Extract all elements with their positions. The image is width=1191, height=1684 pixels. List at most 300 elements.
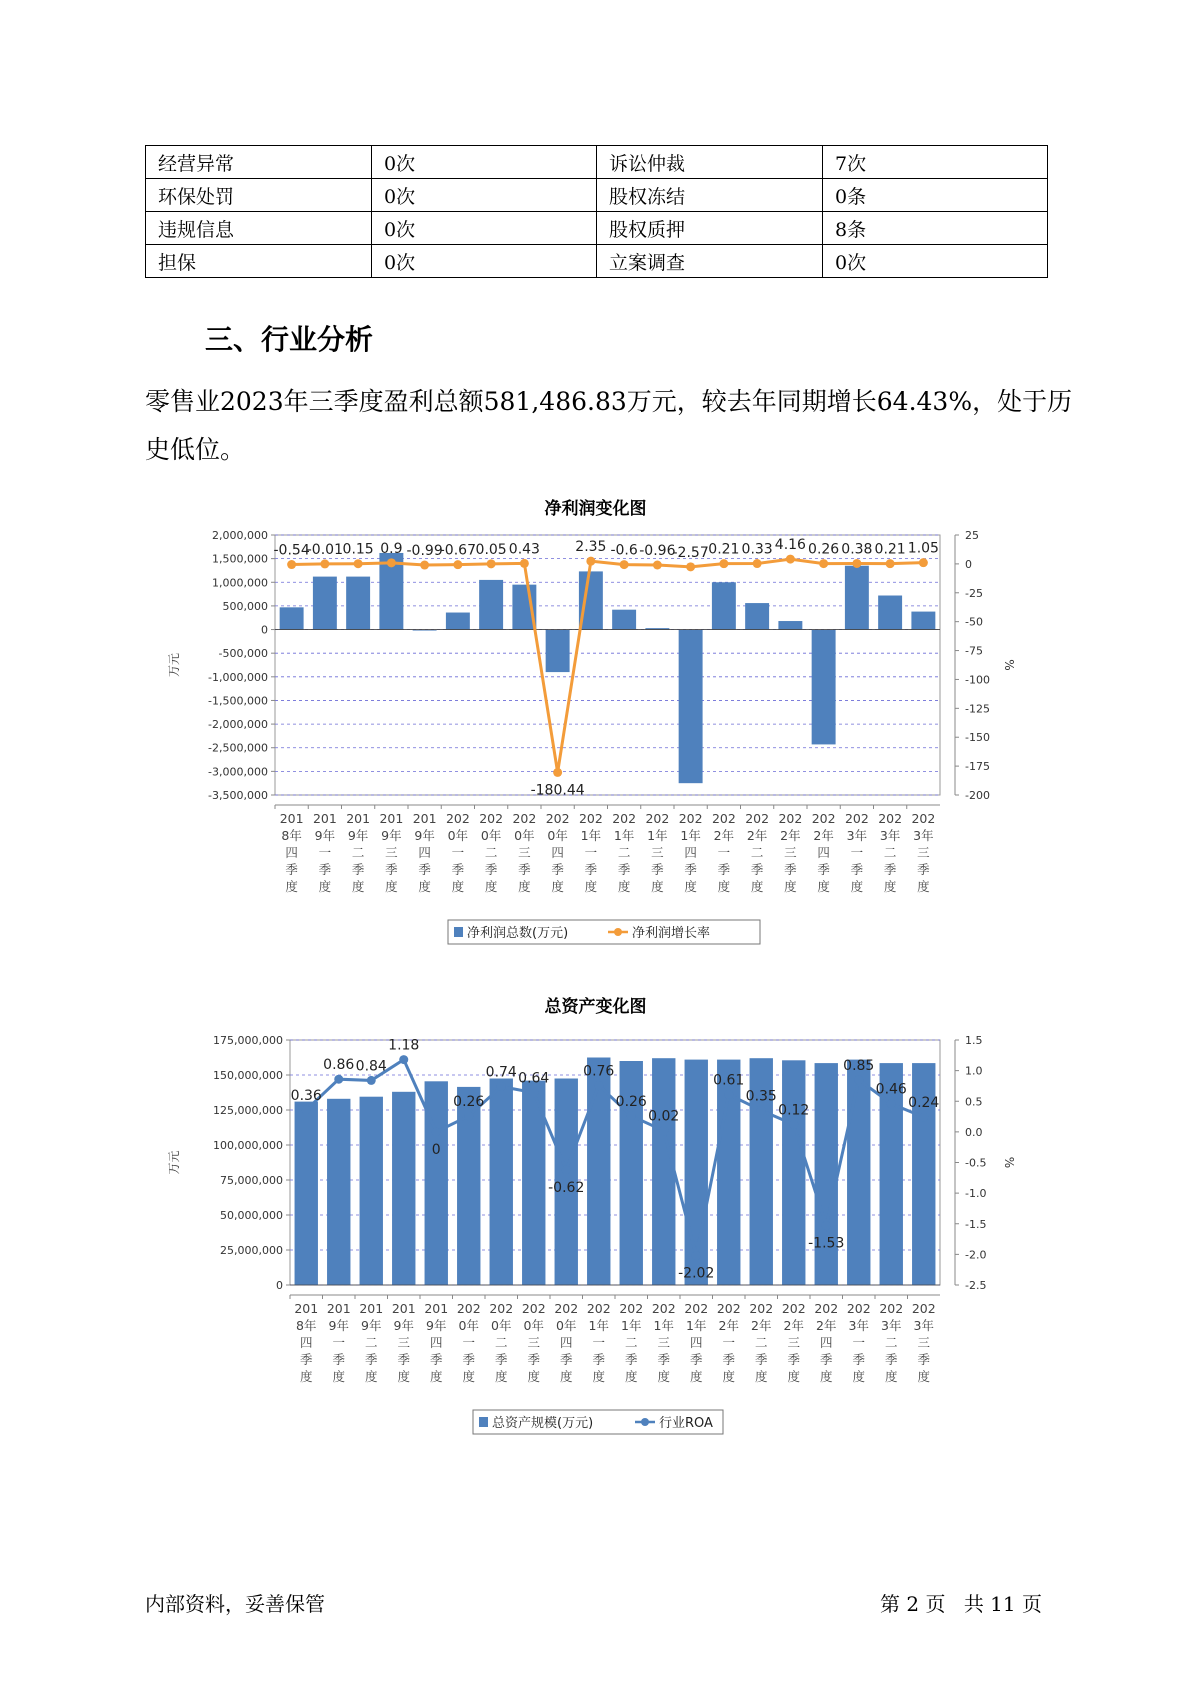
y-left-axis-label: 万元 — [167, 652, 181, 678]
y-right-tick-label: 0.0 — [965, 1125, 983, 1139]
x-tick-label: 度 — [684, 879, 697, 894]
y-left-tick-label: 0 — [276, 1279, 283, 1292]
x-tick-label: 季 — [651, 862, 664, 877]
x-tick-label: 二 — [484, 845, 498, 860]
data-label: -0.96 — [639, 542, 676, 559]
legend-line-marker — [641, 1418, 649, 1426]
data-label: 0.24 — [908, 1095, 940, 1112]
x-tick-label: 度 — [884, 1369, 898, 1384]
x-tick-label: 1年 — [580, 828, 602, 843]
x-tick-label: 度 — [418, 879, 431, 894]
x-tick-label: 季 — [518, 862, 531, 877]
x-tick-label: 二 — [754, 1335, 768, 1350]
x-tick-label: 201 — [294, 1301, 319, 1316]
x-tick-label: 202 — [578, 811, 603, 826]
x-tick-label: 度 — [351, 879, 365, 894]
x-tick-label: 季 — [451, 862, 465, 877]
x-tick-label: 季 — [617, 862, 631, 877]
x-tick-label: 度 — [364, 1369, 378, 1384]
data-label: 0.35 — [745, 1088, 777, 1105]
line-point — [334, 1075, 343, 1084]
x-tick-label: 2年 — [813, 828, 834, 843]
y-right-tick-label: -1.0 — [965, 1187, 987, 1201]
x-tick-label: 季 — [527, 1352, 541, 1367]
x-tick-label: 季 — [332, 1352, 346, 1367]
x-tick-label: 202 — [545, 811, 570, 826]
x-tick-label: 三 — [385, 845, 398, 860]
x-tick-label: 度 — [819, 1369, 833, 1384]
x-tick-label: 2年 — [751, 1318, 772, 1333]
x-tick-label: 季 — [883, 862, 897, 877]
x-tick-label: 201 — [391, 1301, 416, 1316]
x-tick-label: 202 — [911, 1301, 936, 1316]
x-tick-label: 3年 — [913, 1318, 934, 1333]
line-point — [302, 1105, 311, 1114]
x-tick-label: 度 — [462, 1369, 476, 1384]
line-point — [627, 1111, 636, 1120]
risk-table-body — [146, 146, 1048, 278]
x-tick-label: 2年 — [746, 828, 768, 843]
x-tick-label: 2年 — [718, 1318, 739, 1333]
y-right-tick-label: -50 — [965, 615, 983, 629]
data-label: 0.84 — [355, 1058, 387, 1075]
y-right-tick-label: -175 — [965, 760, 990, 774]
bar — [490, 1079, 513, 1286]
data-label: 0.26 — [808, 541, 840, 558]
data-label: -2.02 — [678, 1265, 715, 1282]
x-tick-label: 3年 — [913, 828, 934, 843]
line-point — [586, 557, 595, 566]
x-tick-label: 四 — [819, 1335, 833, 1350]
x-tick-label: 季 — [850, 862, 864, 877]
x-tick-label: 9年 — [361, 1318, 382, 1333]
y-left-axis-label: 万元 — [167, 1150, 181, 1175]
net-profit-chart — [167, 525, 1070, 945]
x-tick-label: 度 — [429, 1369, 443, 1384]
line-point — [367, 1076, 376, 1085]
x-tick-label: 202 — [678, 811, 703, 826]
line-point — [320, 559, 329, 568]
data-label: 0.38 — [841, 541, 873, 558]
y-right-axis-label: % — [1002, 1156, 1016, 1169]
x-tick-label: 度 — [787, 1369, 801, 1384]
data-label: -2.57 — [672, 544, 709, 561]
data-label: -0.62 — [548, 1179, 585, 1196]
x-tick-label: 8年 — [296, 1318, 317, 1333]
x-tick-label: 3年 — [846, 828, 868, 843]
legend-line-label: 行业ROA — [659, 1416, 713, 1431]
x-tick-label: 202 — [745, 811, 770, 826]
table-label-cell: 经营异常 — [146, 146, 372, 179]
y-left-tick-label: 2,000,000 — [212, 529, 268, 542]
x-tick-label: 202 — [645, 811, 670, 826]
x-tick-label: 0年 — [547, 828, 568, 843]
x-tick-label: 四 — [418, 845, 431, 860]
x-tick-label: 一 — [332, 1335, 346, 1350]
data-label: -0.6 — [610, 542, 638, 559]
x-tick-label: 四 — [285, 845, 298, 860]
x-tick-label: 季 — [917, 1352, 931, 1367]
x-tick-label: 一 — [592, 1335, 606, 1350]
x-tick-label: 3年 — [881, 1318, 902, 1333]
x-tick-label: 度 — [494, 1369, 508, 1384]
x-tick-label: 度 — [285, 879, 298, 894]
x-tick-label: 季 — [429, 1352, 443, 1367]
line-point — [822, 1221, 831, 1230]
line-point — [919, 558, 928, 567]
profit-chart-title: 净利润变化图 — [544, 499, 647, 519]
x-tick-label: 三 — [527, 1335, 541, 1350]
x-tick-label: 度 — [551, 879, 564, 894]
line-point — [887, 1099, 896, 1108]
x-tick-label: 三 — [397, 1335, 411, 1350]
asset-chart-title: 总资产变化图 — [544, 997, 647, 1017]
x-tick-label: 202 — [479, 811, 504, 826]
x-tick-label: 度 — [617, 879, 631, 894]
x-tick-label: 度 — [657, 1369, 671, 1384]
bar — [745, 603, 769, 629]
bar — [878, 596, 902, 630]
x-tick-label: 1年 — [680, 828, 701, 843]
data-label: 0.76 — [583, 1063, 615, 1080]
x-tick-label: 季 — [754, 1352, 768, 1367]
line-point — [520, 559, 529, 568]
x-tick-label: 2年 — [783, 1318, 804, 1333]
x-tick-label: 2年 — [713, 828, 735, 843]
x-tick-label: 9年 — [314, 828, 336, 843]
x-tick-label: 一 — [462, 1335, 476, 1350]
x-tick-label: 三 — [784, 845, 797, 860]
y-right-tick-label: -25 — [965, 586, 983, 600]
x-tick-label: 季 — [318, 862, 332, 877]
x-tick-label: 三 — [518, 845, 531, 860]
x-tick-label: 201 — [279, 811, 304, 826]
table-value-cell: 8条 — [823, 212, 1048, 245]
data-label: -0.54 — [273, 542, 310, 559]
y-left-tick-label: 25,000,000 — [220, 1244, 283, 1257]
data-label: 0.43 — [508, 541, 540, 558]
x-tick-label: 一 — [318, 845, 332, 860]
data-label: -0.99 — [406, 543, 443, 560]
line-point — [757, 1106, 766, 1115]
legend-bar-label: 总资产规模(万元) — [492, 1416, 594, 1431]
line-point — [724, 1090, 733, 1099]
line-point — [594, 1081, 603, 1090]
data-label: 4.16 — [774, 537, 806, 554]
bar — [812, 630, 836, 745]
x-tick-label: 201 — [379, 811, 404, 826]
x-tick-label: 季 — [689, 1352, 703, 1367]
x-tick-label: 0年 — [523, 1318, 544, 1333]
x-tick-label: 0年 — [491, 1318, 512, 1333]
x-tick-label: 201 — [424, 1301, 449, 1316]
x-tick-label: 一 — [584, 845, 598, 860]
y-right-tick-label: -100 — [965, 673, 990, 687]
y-right-tick-label: -0.5 — [965, 1156, 987, 1170]
x-tick-label: 度 — [817, 879, 830, 894]
table-row — [146, 212, 1048, 245]
y-left-tick-label: -3,500,000 — [208, 789, 268, 802]
x-tick-label: 度 — [527, 1369, 541, 1384]
x-tick-label: 202 — [554, 1301, 579, 1316]
x-tick-label: 1年 — [588, 1318, 609, 1333]
x-tick-label: 季 — [584, 862, 598, 877]
x-tick-label: 三 — [917, 1335, 931, 1350]
x-tick-label: 季 — [559, 1352, 573, 1367]
table-label-cell: 股权质押 — [597, 212, 823, 245]
line-point — [464, 1111, 473, 1120]
x-tick-label: 度 — [750, 879, 764, 894]
x-tick-label: 四 — [551, 845, 564, 860]
legend-line-marker — [614, 928, 622, 936]
x-tick-label: 1年 — [647, 828, 668, 843]
y-left-tick-label: 75,000,000 — [220, 1174, 283, 1187]
x-tick-label: 201 — [412, 811, 437, 826]
x-tick-label: 1年 — [613, 828, 635, 843]
y-right-tick-label: -125 — [965, 702, 990, 716]
data-label: -0.01 — [306, 541, 343, 558]
bar — [280, 607, 304, 629]
data-label: 0.36 — [290, 1087, 322, 1104]
legend-bar-label: 净利润总数(万元) — [467, 926, 569, 941]
line-point — [886, 559, 895, 568]
x-tick-label: 度 — [689, 1369, 703, 1384]
x-tick-label: 度 — [518, 879, 531, 894]
x-tick-label: 三 — [651, 845, 664, 860]
x-tick-label: 四 — [684, 845, 697, 860]
table-label-cell: 环保处罚 — [146, 179, 372, 212]
bar — [479, 580, 503, 630]
x-tick-label: 202 — [445, 811, 470, 826]
y-left-tick-label: -2,000,000 — [208, 718, 268, 732]
bar — [346, 577, 370, 630]
y-right-tick-label: 25 — [965, 529, 979, 542]
x-tick-label: 四 — [299, 1335, 313, 1350]
x-tick-label: 季 — [592, 1352, 606, 1367]
bar — [815, 1063, 838, 1285]
table-value-cell: 0次 — [372, 212, 597, 245]
data-label: -0.67 — [439, 542, 476, 559]
table-label-cell: 担保 — [146, 245, 372, 278]
bar — [712, 582, 736, 629]
y-right-tick-label: -2.5 — [965, 1279, 987, 1292]
y-right-tick-label: 0 — [965, 557, 972, 571]
x-tick-label: 1年 — [653, 1318, 674, 1333]
data-label: 0.26 — [453, 1093, 485, 1110]
x-tick-label: 一 — [850, 845, 864, 860]
y-left-tick-label: 500,000 — [222, 599, 268, 613]
x-tick-label: 季 — [787, 1352, 801, 1367]
x-tick-label: 季 — [819, 1352, 833, 1367]
x-tick-label: 度 — [717, 879, 731, 894]
data-label: 0.46 — [875, 1081, 907, 1098]
table-value-cell: 0次 — [372, 146, 597, 179]
line-point — [529, 1088, 538, 1097]
x-tick-label: 度 — [584, 879, 598, 894]
x-tick-label: 季 — [852, 1352, 866, 1367]
data-label: 0.85 — [843, 1057, 875, 1074]
y-right-tick-label: -2.0 — [965, 1248, 987, 1262]
data-label: 0.64 — [518, 1070, 550, 1087]
data-label: 0.33 — [741, 541, 773, 558]
y-right-tick-label: -75 — [965, 644, 983, 658]
x-tick-label: 202 — [651, 1301, 676, 1316]
line-point — [659, 1126, 668, 1135]
plot-area — [275, 535, 940, 795]
y-right-tick-label: -150 — [965, 731, 990, 745]
table-label-cell: 股权冻结 — [597, 179, 823, 212]
bar — [360, 1097, 383, 1285]
y-left-tick-label: -1,000,000 — [208, 670, 268, 684]
data-label: 0.02 — [648, 1108, 680, 1125]
x-tick-label: 二 — [883, 845, 897, 860]
x-tick-label: 二 — [750, 845, 764, 860]
x-tick-label: 度 — [484, 879, 498, 894]
analysis-paragraph: 零售业2023年三季度盈利总额581,486.83万元，较去年同期增长64.43%，处于历史低位。 — [145, 387, 1073, 464]
bar — [778, 621, 802, 630]
line-point — [789, 1120, 798, 1129]
line-point — [497, 1082, 506, 1091]
table-value-cell: 7次 — [823, 146, 1048, 179]
x-tick-label: 二 — [884, 1335, 898, 1350]
line-point — [287, 560, 296, 569]
y-left-tick-label: 175,000,000 — [213, 1034, 283, 1047]
x-tick-label: 度 — [624, 1369, 638, 1384]
x-tick-label: 季 — [418, 862, 431, 877]
line-point — [453, 560, 462, 569]
table-label-cell: 诉讼仲裁 — [597, 146, 823, 179]
table-value-cell: 0条 — [823, 179, 1048, 212]
x-tick-label: 202 — [846, 1301, 871, 1316]
data-label: 1.18 — [388, 1037, 420, 1054]
x-tick-label: 3年 — [848, 1318, 869, 1333]
total-assets-chart — [167, 1020, 1070, 1440]
x-tick-label: 202 — [684, 1301, 709, 1316]
table-value-cell: 0次 — [372, 245, 597, 278]
x-tick-label: 季 — [817, 862, 830, 877]
line-point — [719, 559, 728, 568]
x-tick-label: 季 — [397, 1352, 411, 1367]
section-title: 三、行业分析 — [205, 323, 374, 356]
x-tick-label: 度 — [850, 879, 864, 894]
y-left-tick-label: 1,000,000 — [212, 576, 268, 590]
risk-summary-table — [145, 145, 1048, 278]
x-tick-label: 202 — [879, 1301, 904, 1316]
y-left-tick-label: -3,000,000 — [208, 765, 268, 779]
x-tick-label: 0年 — [458, 1318, 479, 1333]
x-tick-label: 二 — [351, 845, 365, 860]
x-tick-label: 季 — [285, 862, 298, 877]
x-tick-label: 9年 — [347, 828, 369, 843]
x-tick-label: 季 — [722, 1352, 736, 1367]
x-tick-label: 二 — [364, 1335, 378, 1350]
data-label: 0.12 — [778, 1102, 810, 1119]
bar — [313, 577, 337, 630]
x-tick-label: 度 — [917, 1369, 931, 1384]
x-tick-label: 0年 — [556, 1318, 577, 1333]
line-point — [686, 562, 695, 571]
x-tick-label: 季 — [351, 862, 365, 877]
x-tick-label: 二 — [624, 1335, 638, 1350]
footer-page-info — [874, 1588, 1048, 1617]
x-tick-label: 度 — [651, 879, 664, 894]
y-left-tick-label: -500,000 — [218, 647, 268, 661]
x-tick-label: 度 — [318, 879, 332, 894]
x-tick-label: 季 — [551, 862, 564, 877]
line-point — [753, 559, 762, 568]
y-left-tick-label: 50,000,000 — [220, 1209, 283, 1222]
x-tick-label: 四 — [689, 1335, 703, 1350]
y-right-tick-label: 0.5 — [965, 1095, 983, 1109]
line-point — [562, 1165, 571, 1174]
x-tick-label: 度 — [385, 879, 398, 894]
x-tick-label: 季 — [784, 862, 797, 877]
bar — [845, 566, 869, 630]
footer-confidential: 内部资料，妥善保管 — [145, 1592, 325, 1616]
bar — [546, 630, 570, 673]
x-tick-label: 度 — [883, 879, 897, 894]
x-tick-label: 202 — [612, 811, 637, 826]
y-left-tick-label: 100,000,000 — [213, 1139, 283, 1152]
x-tick-label: 2年 — [780, 828, 801, 843]
x-tick-label: 0年 — [447, 828, 469, 843]
x-tick-label: 一 — [717, 845, 731, 860]
x-tick-label: 季 — [717, 862, 731, 877]
table-label-cell: 违规信息 — [146, 212, 372, 245]
page-number: 第 2 页 — [880, 1592, 946, 1616]
x-tick-label: 季 — [484, 862, 498, 877]
line-point — [692, 1251, 701, 1260]
table-label-cell: 立案调查 — [597, 245, 823, 278]
bar — [782, 1060, 805, 1285]
x-tick-label: 季 — [884, 1352, 898, 1367]
x-tick-label: 202 — [911, 811, 936, 826]
x-tick-label: 9年 — [381, 828, 402, 843]
x-tick-label: 度 — [917, 879, 930, 894]
x-tick-label: 季 — [385, 862, 398, 877]
x-tick-label: 0年 — [514, 828, 535, 843]
x-tick-label: 202 — [778, 811, 803, 826]
y-right-tick-label: 1.5 — [965, 1034, 983, 1047]
y-left-tick-label: 125,000,000 — [213, 1104, 283, 1117]
x-tick-label: 度 — [852, 1369, 866, 1384]
y-left-tick-label: 150,000,000 — [213, 1069, 283, 1082]
data-label: 0 — [431, 1141, 441, 1158]
x-tick-label: 9年 — [393, 1318, 414, 1333]
data-label: 0.21 — [874, 541, 906, 558]
y-left-tick-label: -1,500,000 — [208, 694, 268, 708]
x-tick-label: 202 — [586, 1301, 611, 1316]
data-label: 2.35 — [575, 539, 607, 556]
x-tick-label: 季 — [917, 862, 930, 877]
x-tick-label: 9年 — [426, 1318, 447, 1333]
x-tick-label: 201 — [346, 811, 371, 826]
x-tick-label: 202 — [781, 1301, 806, 1316]
x-tick-label: 一 — [852, 1335, 866, 1350]
bar — [679, 630, 703, 784]
x-tick-label: 202 — [749, 1301, 774, 1316]
x-tick-label: 度 — [592, 1369, 606, 1384]
line-point — [854, 1075, 863, 1084]
x-tick-label: 度 — [299, 1369, 313, 1384]
y-right-tick-label: 1.0 — [965, 1064, 983, 1078]
line-point — [399, 1055, 408, 1064]
x-tick-label: 201 — [326, 1301, 351, 1316]
table-value-cell: 0次 — [372, 179, 597, 212]
x-tick-label: 202 — [878, 811, 903, 826]
x-tick-label: 三 — [657, 1335, 671, 1350]
x-tick-label: 9年 — [414, 828, 435, 843]
